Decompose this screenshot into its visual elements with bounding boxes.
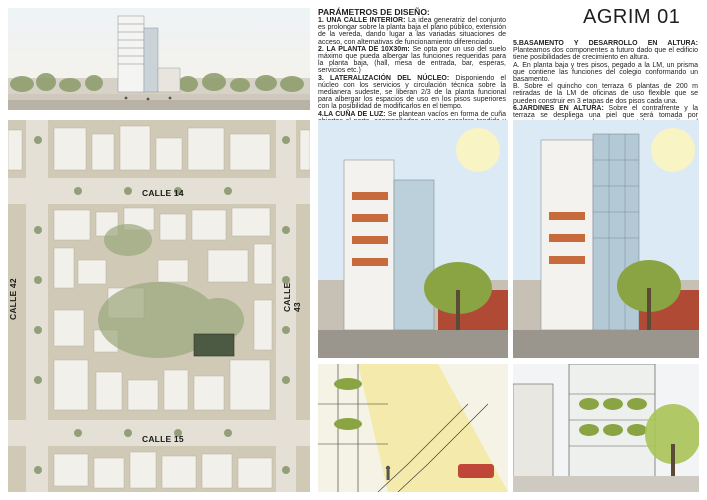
interior-sketch-image (318, 364, 508, 492)
design-parameters-heading: PARÁMETROS DE DISEÑO: (318, 7, 430, 17)
sketch-street (513, 364, 699, 492)
project-title: AGRIM 01 (583, 6, 681, 28)
street-elevation-image (8, 8, 310, 110)
param-item-3: 3. LATERALIZACIÓN DEL NÚCLEO: Disponiendo el núcleo con los servicios y circulación técnica sobre la medianera sudeste, se liberan 2/3 de la planta funcional para albergar los espacios de uso en los pisos superiores con la posibilidad de modificarlos en el tiempo. (318, 74, 506, 111)
param-item-5a: A. En planta baja y tres pisos, pegado a la LM, un prisma que contiene las funciones del colegio conformando un basamento. (513, 61, 698, 84)
street-label-left: CALLE 42 (8, 278, 18, 320)
rendering-right-top (513, 120, 699, 358)
street-label-bottom: CALLE 15 (142, 434, 184, 444)
project-site-marker (194, 334, 234, 356)
building-rendering-image-2 (513, 120, 699, 358)
site-plan (8, 120, 310, 492)
street-sketch-image (513, 364, 699, 492)
rendering-center-top (318, 120, 508, 358)
param-item-1: 1. UNA CALLE INTERIOR: La idea generatriz del conjunto es prolongar sobre la planta baja el plano público, extensión de la vereda, dando lugar a las variadas situaciones de acceso, con alternativas de funcionamiento diferenciado. (318, 17, 506, 46)
building-rendering-image-1 (318, 120, 508, 358)
street-label-top: CALLE 14 (142, 188, 184, 198)
sketch-interior (318, 364, 508, 492)
param-item-5: 5.BASAMENTO Y DESARROLLO EN ALTURA: Planteamos dos componentes a futuro dado que el edificio tiene posibilidades de crecimiento en altura. (513, 40, 698, 62)
param-item-2: 2. LA PLANTA DE 10X30m: Se opta por un uso del suelo máximo que pueda albergar las funciones requeridas para la planta baja, (hall, mesa de entrada, bar, esperas, servicios etc.) (318, 45, 506, 75)
street-label-right: CALLE 43 (282, 282, 302, 312)
param-item-4: 4.LA CUÑA DE LUZ: Se plantean vacíos en forma de cuña (318, 110, 506, 118)
param-item-5b: B. Sobre el quincho con terraza 6 plantas de 200 m retiradas de la LM de oficinas de uso flexible que se pueden construir en 3 etapas de dos pisos cada una. (513, 83, 698, 105)
hero-rendering (8, 8, 310, 110)
param-item-6: 6.JARDINES EN ALTURA: Sobre el contrafrente y la terraza se despliega una piel que será tomada por (513, 104, 698, 120)
